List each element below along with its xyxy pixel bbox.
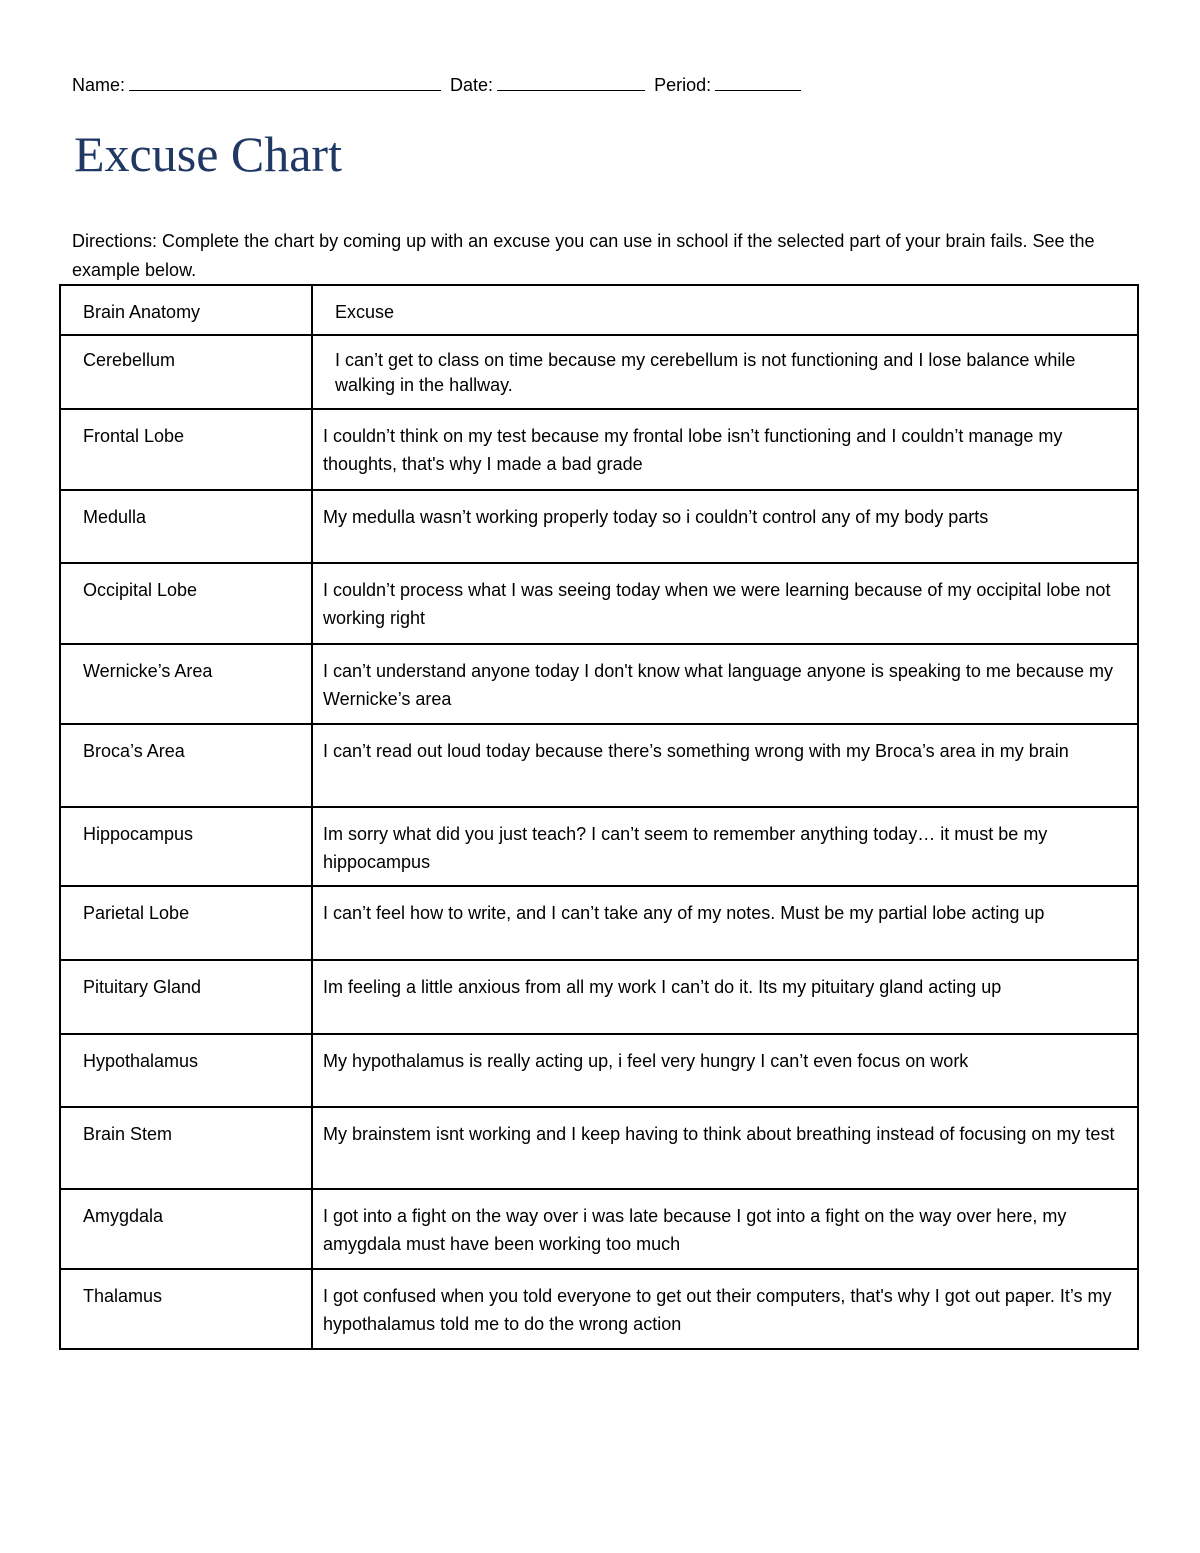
excuse-cell[interactable]: I can’t feel how to write, and I can’t take any of my notes. Must be my partial lobe acting up <box>312 886 1138 960</box>
excuse-cell[interactable]: I got into a fight on the way over i was late because I got into a fight on the way over here, my amygdala must have been working too much <box>312 1189 1138 1269</box>
anatomy-cell: Thalamus <box>60 1269 312 1349</box>
table-row <box>60 335 1138 409</box>
table-row <box>60 960 1138 1034</box>
table-row <box>60 1189 1138 1269</box>
excuse-cell[interactable]: I couldn’t process what I was seeing today when we were learning because of my occipital lobe not working right <box>312 563 1138 644</box>
excuse-cell[interactable]: My brainstem isnt working and I keep having to think about breathing instead of focusing on my test <box>312 1107 1138 1189</box>
excuse-cell[interactable]: I can’t read out loud today because there’s something wrong with my Broca’s area in my brain <box>312 724 1138 807</box>
name-label: Name: <box>72 75 126 95</box>
student-info-line <box>72 72 805 97</box>
excuse-cell[interactable]: My medulla wasn’t working properly today so i couldn’t control any of my body parts <box>312 490 1138 563</box>
excuse-cell[interactable]: My hypothalamus is really acting up, i feel very hungry I can’t even focus on work <box>312 1034 1138 1107</box>
anatomy-cell: Amygdala <box>60 1189 312 1269</box>
period-label: Period: <box>654 75 712 95</box>
table-row <box>60 886 1138 960</box>
table-row <box>60 807 1138 886</box>
header-brain-anatomy: Brain Anatomy <box>60 285 312 335</box>
anatomy-cell: Medulla <box>60 490 312 563</box>
anatomy-cell: Brain Stem <box>60 1107 312 1189</box>
table-header-row <box>60 285 1138 335</box>
date-label: Date: <box>450 75 494 95</box>
table-row <box>60 1034 1138 1107</box>
anatomy-cell: Occipital Lobe <box>60 563 312 644</box>
table-row <box>60 1107 1138 1189</box>
table-row <box>60 644 1138 724</box>
anatomy-cell: Broca’s Area <box>60 724 312 807</box>
header-excuse: Excuse <box>312 285 1138 335</box>
anatomy-cell: Frontal Lobe <box>60 409 312 490</box>
anatomy-cell: Hippocampus <box>60 807 312 886</box>
anatomy-cell: Cerebellum <box>60 335 312 409</box>
anatomy-cell: Parietal Lobe <box>60 886 312 960</box>
table-row <box>60 1269 1138 1349</box>
excuse-table <box>59 284 1139 1350</box>
excuse-cell[interactable]: Im feeling a little anxious from all my work I can’t do it. Its my pituitary gland acting up <box>312 960 1138 1034</box>
anatomy-cell: Pituitary Gland <box>60 960 312 1034</box>
table-row <box>60 490 1138 563</box>
period-blank[interactable] <box>715 72 801 91</box>
excuse-cell[interactable]: I got confused when you told everyone to get out their computers, that's why I got out paper. It’s my hypothalamus told me to do the wrong action <box>312 1269 1138 1349</box>
date-blank[interactable] <box>497 72 645 91</box>
excuse-cell[interactable]: Im sorry what did you just teach? I can’t seem to remember anything today… it must be my hippocampus <box>312 807 1138 886</box>
excuse-cell[interactable]: I can’t understand anyone today I don't know what language anyone is speaking to me because my Wernicke’s area <box>312 644 1138 724</box>
table-row <box>60 724 1138 807</box>
directions-text: Directions: Complete the chart by coming up with an excuse you can use in school if the selected part of your brain fails. See the example below. <box>72 231 1095 280</box>
excuse-cell[interactable]: I can’t get to class on time because my cerebellum is not functioning and I lose balance while walking in the hallway. <box>312 335 1138 409</box>
name-blank[interactable] <box>129 72 441 91</box>
anatomy-cell: Hypothalamus <box>60 1034 312 1107</box>
table-row <box>60 563 1138 644</box>
page-title: Excuse Chart <box>74 126 342 182</box>
table-row <box>60 409 1138 490</box>
excuse-cell[interactable]: I couldn’t think on my test because my frontal lobe isn’t functioning and I couldn’t manage my thoughts, that's why I made a bad grade <box>312 409 1138 490</box>
anatomy-cell: Wernicke’s Area <box>60 644 312 724</box>
